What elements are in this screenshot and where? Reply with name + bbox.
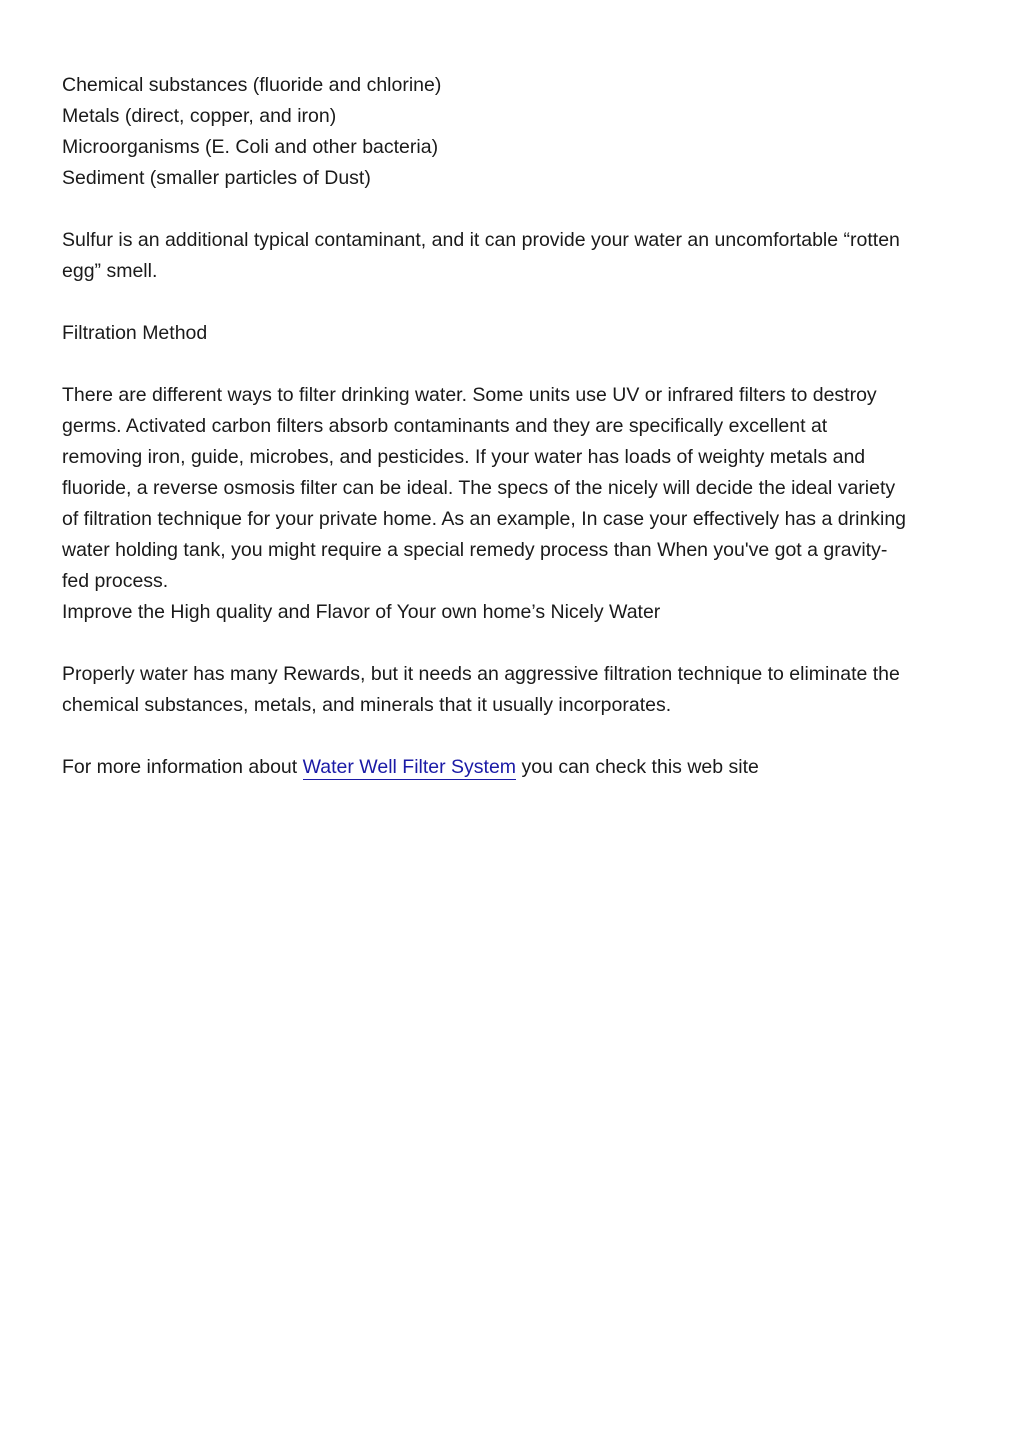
paragraph-line: Properly water has many Rewards, but it needs an aggressive filtration technique to eliminate the [62,663,900,685]
section-heading: Improve the High quality and Flavor of Your own home’s Nicely Water [62,601,661,623]
list-item: Metals (direct, copper, and iron) [62,105,337,127]
list-item: Sediment (smaller particles of Dust) [62,167,371,189]
paragraph-line: water holding tank, you might require a special remedy process than When you've got a gravity- [62,539,888,561]
paragraph-line: of filtration technique for your private home. As an example, In case your effectively has a drinking [62,508,907,530]
more-info-paragraph [62,752,962,783]
more-info-suffix: you can check this web site [516,756,759,778]
improve-heading [62,597,962,628]
paragraph-line: Sulfur is an additional typical contaminant, and it can provide your water an uncomfortable “rotten [62,229,900,251]
more-info-prefix: For more information about [62,756,303,778]
paragraph-line: There are different ways to filter drinking water. Some units use UV or infrared filters to destroy [62,384,877,406]
list-item: Chemical substances (fluoride and chlorine) [62,74,442,96]
filtration-heading [62,318,962,349]
section-heading: Filtration Method [62,322,208,344]
filtration-paragraph [62,380,962,597]
water-well-filter-link[interactable]: Water Well Filter System [302,756,517,778]
paragraph-line: fed process. [62,570,169,592]
document-page [62,70,962,814]
contaminant-list [62,70,962,194]
paragraph-line: chemical substances, metals, and minerals that it usually incorporates. [62,694,672,716]
properly-paragraph [62,659,962,721]
paragraph-line: germs. Activated carbon filters absorb contaminants and they are specifically excellent at [62,415,828,437]
paragraph-line: egg” smell. [62,260,158,282]
paragraph-line: fluoride, a reverse osmosis filter can be ideal. The specs of the nicely will decide the ideal variety [62,477,896,499]
list-item: Microorganisms (E. Coli and other bacteria) [62,136,439,158]
sulfur-paragraph [62,225,962,287]
paragraph-line: removing iron, guide, microbes, and pesticides. If your water has loads of weighty metals and [62,446,866,468]
more-info-line [62,752,962,783]
